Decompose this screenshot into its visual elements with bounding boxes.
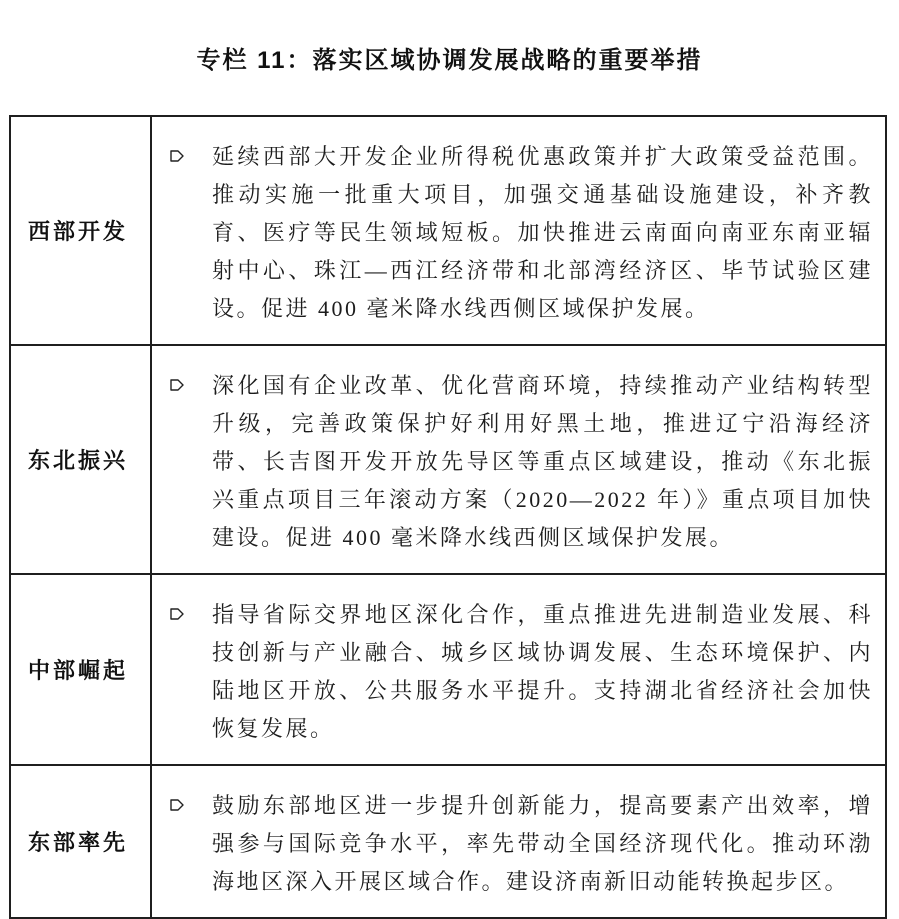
table-row: [11, 573, 885, 764]
row-label-western-development: 西部开发: [11, 117, 152, 344]
page-title: 专栏 11：落实区域协调发展战略的重要举措: [196, 47, 703, 74]
row-content: [152, 117, 885, 344]
row-content: [152, 766, 885, 917]
row-text: 延续西部大开发企业所得税优惠政策并扩大政策受益范围。推动实施一批重大项目，加强交通基础设施建设，补齐教育、医疗等民生领域短板。加快推进云南面向南亚东南亚辐射中心、珠江—西江经济带和北部湾经济区、毕节试验区建设。促进 400 毫米降水线西侧区域保护发展。: [212, 144, 873, 321]
row-label-northeast-revitalization: 东北振兴: [11, 346, 152, 573]
measures-table: [9, 115, 887, 919]
table-row: [11, 344, 885, 573]
table-row: [11, 764, 885, 917]
row-text: 鼓励东部地区进一步提升创新能力，提高要素产出效率，增强参与国际竞争水平，率先带动全国经济现代化。推动环渤海地区深入开展区域合作。建设济南新旧动能转换起步区。: [212, 793, 873, 894]
right-arrow-icon: [168, 796, 186, 814]
row-label-eastern-lead: 东部率先: [11, 766, 152, 917]
row-label-central-rise: 中部崛起: [11, 575, 152, 764]
row-text: 指导省际交界地区深化合作，重点推进先进制造业发展、科技创新与产业融合、城乡区域协调发展、生态环境保护、内陆地区开放、公共服务水平提升。支持湖北省经济社会加快恢复发展。: [212, 602, 873, 741]
row-content: [152, 346, 885, 573]
table-row: [11, 117, 885, 344]
right-arrow-icon: [168, 376, 186, 394]
right-arrow-icon: [168, 147, 186, 165]
right-arrow-icon: [168, 605, 186, 623]
row-content: [152, 575, 885, 764]
row-text: 深化国有企业改革、优化营商环境，持续推动产业结构转型升级，完善政策保护好利用好黑土地，推进辽宁沿海经济带、长吉图开发开放先导区等重点区域建设，推动《东北振兴重点项目三年滚动方案（2020—2022 年）》重点项目加快建设。促进 400 毫米降水线西侧区域保护发展。: [212, 373, 873, 550]
